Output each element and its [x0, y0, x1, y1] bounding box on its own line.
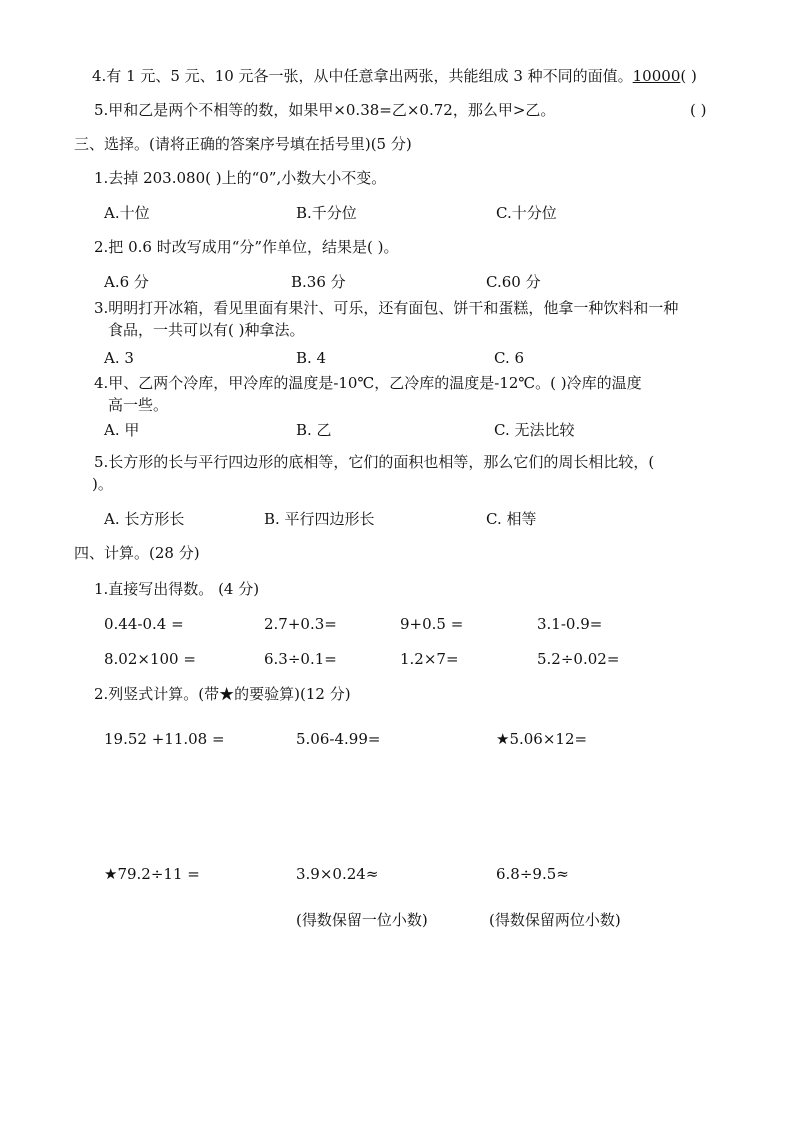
mc-q2-option-b[interactable]: B.36 分 [291, 273, 346, 291]
judge-q5-answer-paren[interactable]: ( ) [690, 101, 707, 119]
mc-q3-stem-line1: 3.明明打开冰箱，看见里面有果汁、可乐，还有面包、饼干和蛋糕，他拿一种饮料和一种 [94, 299, 679, 317]
mc-q2-option-a[interactable]: A.6 分 [104, 273, 149, 291]
judge-q4-answer-paren[interactable]: ( ) [680, 67, 697, 85]
vertical-calc-item: 19.52 +11.08 = [104, 730, 225, 748]
mc-q4-option-c[interactable]: C. 无法比较 [494, 421, 575, 439]
calc-item: 6.3÷0.1= [264, 650, 337, 668]
judge-q4 [92, 66, 697, 86]
mc-q4-option-a[interactable]: A. 甲 [104, 421, 140, 439]
mc-q2-stem: 2.把 0.6 时改写成用“分”作单位，结果是( )。 [94, 238, 399, 256]
vertical-calc-item: 6.8÷9.5≈ [496, 865, 569, 883]
vertical-calc-item: ★5.06×12= [496, 730, 588, 748]
mc-q2-option-c[interactable]: C.60 分 [486, 273, 541, 291]
calc-item: 3.1-0.9= [537, 615, 603, 633]
mc-q3-option-c[interactable]: C. 6 [494, 349, 525, 367]
judge-q5 [94, 100, 555, 120]
calc-item: 9+0.5 = [400, 615, 464, 633]
mc-q5-option-c[interactable]: C. 相等 [486, 510, 537, 528]
vertical-calc-item: 5.06-4.99= [296, 730, 381, 748]
section-3-title: 三、选择。(请将正确的答案序号填在括号里)(5 分) [74, 135, 412, 153]
mc-q4-stem-line1: 4.甲、乙两个冷库，甲冷库的温度是-10℃，乙冷库的温度是-12℃。( )冷库的温度 [94, 374, 642, 392]
judge-q4-text: 4.有 1 元、5 元、10 元各一张，从中任意拿出两张，共能组成 3 种不同的面值。 [92, 67, 633, 85]
mc-q1-stem: 1.去掉 203.080( )上的“0”,小数大小不变。 [94, 169, 387, 187]
vertical-calc-item: ★79.2÷11 = [104, 865, 200, 883]
calc-item: 8.02×100 = [104, 650, 196, 668]
mc-q3-option-a[interactable]: A. 3 [104, 349, 134, 367]
mc-q4-option-b[interactable]: B. 乙 [296, 421, 332, 439]
vertical-calc-item: 3.9×0.24≈ [296, 865, 379, 883]
calc-part1-title: 1.直接写出得数。 (4 分) [94, 580, 260, 598]
calc-part2-title: 2.列竖式计算。(带★的要验算)(12 分) [94, 685, 351, 703]
mc-q1-option-a[interactable]: A.十位 [104, 204, 150, 222]
mc-q1-option-c[interactable]: C.十分位 [496, 204, 557, 222]
calc-item: 1.2×7= [400, 650, 459, 668]
mc-q5-stem-line1: 5.长方形的长与平行四边形的底相等，它们的面积也相等，那么它们的周长相比较，( [94, 453, 655, 471]
mc-q1-option-b[interactable]: B.千分位 [296, 204, 357, 222]
rounding-note-two-decimals: (得数保留两位小数) [489, 911, 621, 929]
mc-q3-stem-line2: 食品，一共可以有( )种拿法。 [108, 321, 305, 339]
mc-q4-stem-line2: 高一些。 [108, 396, 169, 414]
mc-q5-stem-line2: )。 [92, 475, 113, 493]
mc-q5-option-b[interactable]: B. 平行四边形长 [264, 510, 375, 528]
judge-q5-text: 5.甲和乙是两个不相等的数，如果甲×0.38=乙×0.72，那么甲>乙。 [94, 101, 556, 119]
rounding-note-one-decimal: (得数保留一位小数) [296, 911, 428, 929]
calc-item: 2.7+0.3= [264, 615, 337, 633]
mc-q3-option-b[interactable]: B. 4 [296, 349, 327, 367]
mc-q5-option-a[interactable]: A. 长方形长 [104, 510, 185, 528]
calc-item: 5.2÷0.02= [537, 650, 620, 668]
judge-q4-stray: 10000 [632, 67, 681, 85]
calc-item: 0.44-0.4 = [104, 615, 184, 633]
section-4-title: 四、计算。(28 分) [74, 544, 200, 562]
